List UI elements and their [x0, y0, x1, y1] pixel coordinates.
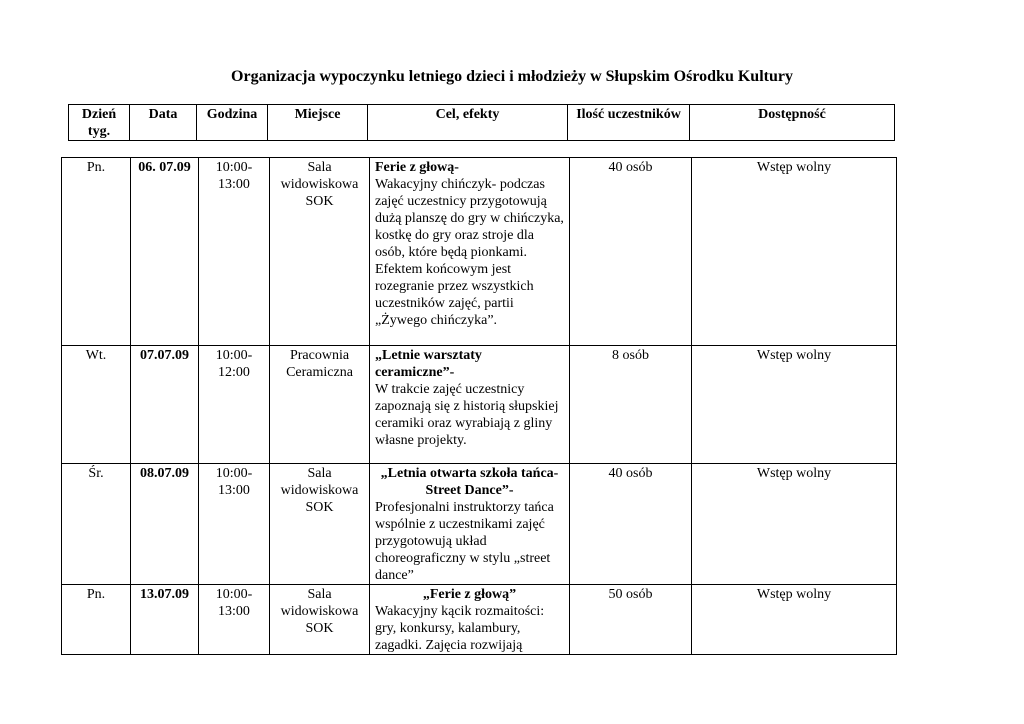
- participants-cell: 50 osób: [570, 585, 692, 655]
- time-cell: 10:00-13:00: [199, 158, 270, 346]
- day-cell: Pn.: [62, 585, 131, 655]
- header-row: [69, 105, 895, 141]
- day-cell: Śr.: [62, 464, 131, 585]
- header-goal: Cel, efekty: [368, 105, 568, 141]
- goal-text: Wakacyjny kącik rozmaitości: gry, konkursy, kalambury, zagadki. Zajęcia rozwijają: [375, 604, 545, 653]
- header-day: Dzień tyg.: [69, 105, 130, 141]
- goal-cell: [370, 158, 570, 346]
- table-row: [62, 346, 897, 464]
- goal-title: „Letnie warsztaty ceramiczne”-: [375, 348, 482, 380]
- participants-cell: 40 osób: [570, 464, 692, 585]
- header-table: [68, 104, 895, 141]
- date-cell: 07.07.09: [131, 346, 199, 464]
- goal-title: „Letnia otwarta szkoła tańca- Street Dance”-: [380, 466, 559, 498]
- goal-text: Wakacyjny chińczyk- podczas zajęć uczestnicy przygotowują dużą planszę do gry w chińczyka, kostkę do gry oraz stroje dla osób, które będą pionkami. Efektem końcowym jest rozegranie przez wszystkich uczestników zajęć, partii „Żywego chińczyka”.: [375, 177, 564, 328]
- header-date: Data: [130, 105, 197, 141]
- schedule-table: [61, 157, 897, 655]
- table-row: [62, 158, 897, 346]
- date-cell: 08.07.09: [131, 464, 199, 585]
- access-cell: Wstęp wolny: [692, 158, 897, 346]
- goal-cell: [370, 585, 570, 655]
- access-cell: Wstęp wolny: [692, 346, 897, 464]
- place-cell: Sala widowiskowa SOK: [270, 158, 370, 346]
- participants-cell: 40 osób: [570, 158, 692, 346]
- place-cell: Pracownia Ceramiczna: [270, 346, 370, 464]
- day-cell: Wt.: [62, 346, 131, 464]
- table-row: [62, 464, 897, 585]
- goal-cell: [370, 464, 570, 585]
- participants-cell: 8 osób: [570, 346, 692, 464]
- goal-cell: [370, 346, 570, 464]
- goal-title: „Ferie z głową”: [422, 587, 517, 602]
- access-cell: Wstęp wolny: [692, 585, 897, 655]
- time-cell: 10:00-13:00: [199, 464, 270, 585]
- header-access: Dostępność: [690, 105, 895, 141]
- goal-text: Profesjonalni instruktorzy tańca wspólnie z uczestnikami zajęć przygotowują układ choreograficzny w stylu „street dance”: [375, 500, 554, 583]
- place-cell: Sala widowiskowa SOK: [270, 585, 370, 655]
- header-place: Miejsce: [268, 105, 368, 141]
- place-cell: Sala widowiskowa SOK: [270, 464, 370, 585]
- date-cell: 06. 07.09: [131, 158, 199, 346]
- goal-text: W trakcie zajęć uczestnicy zapoznają się z historią słupskiej ceramiki oraz wyrabiają z gliny własne projekty.: [375, 382, 559, 448]
- access-cell: Wstęp wolny: [692, 464, 897, 585]
- goal-title: Ferie z głową-: [375, 160, 459, 175]
- day-cell: Pn.: [62, 158, 131, 346]
- time-cell: 10:00-13:00: [199, 585, 270, 655]
- date-cell: 13.07.09: [131, 585, 199, 655]
- time-cell: 10:00-12:00: [199, 346, 270, 464]
- page-title: Organizacja wypoczynku letniego dzieci i młodzieży w Słupskim Ośrodku Kultury: [231, 68, 793, 85]
- header-time: Godzina: [197, 105, 268, 141]
- header-participants: Ilość uczestników: [568, 105, 690, 141]
- table-row: [62, 585, 897, 655]
